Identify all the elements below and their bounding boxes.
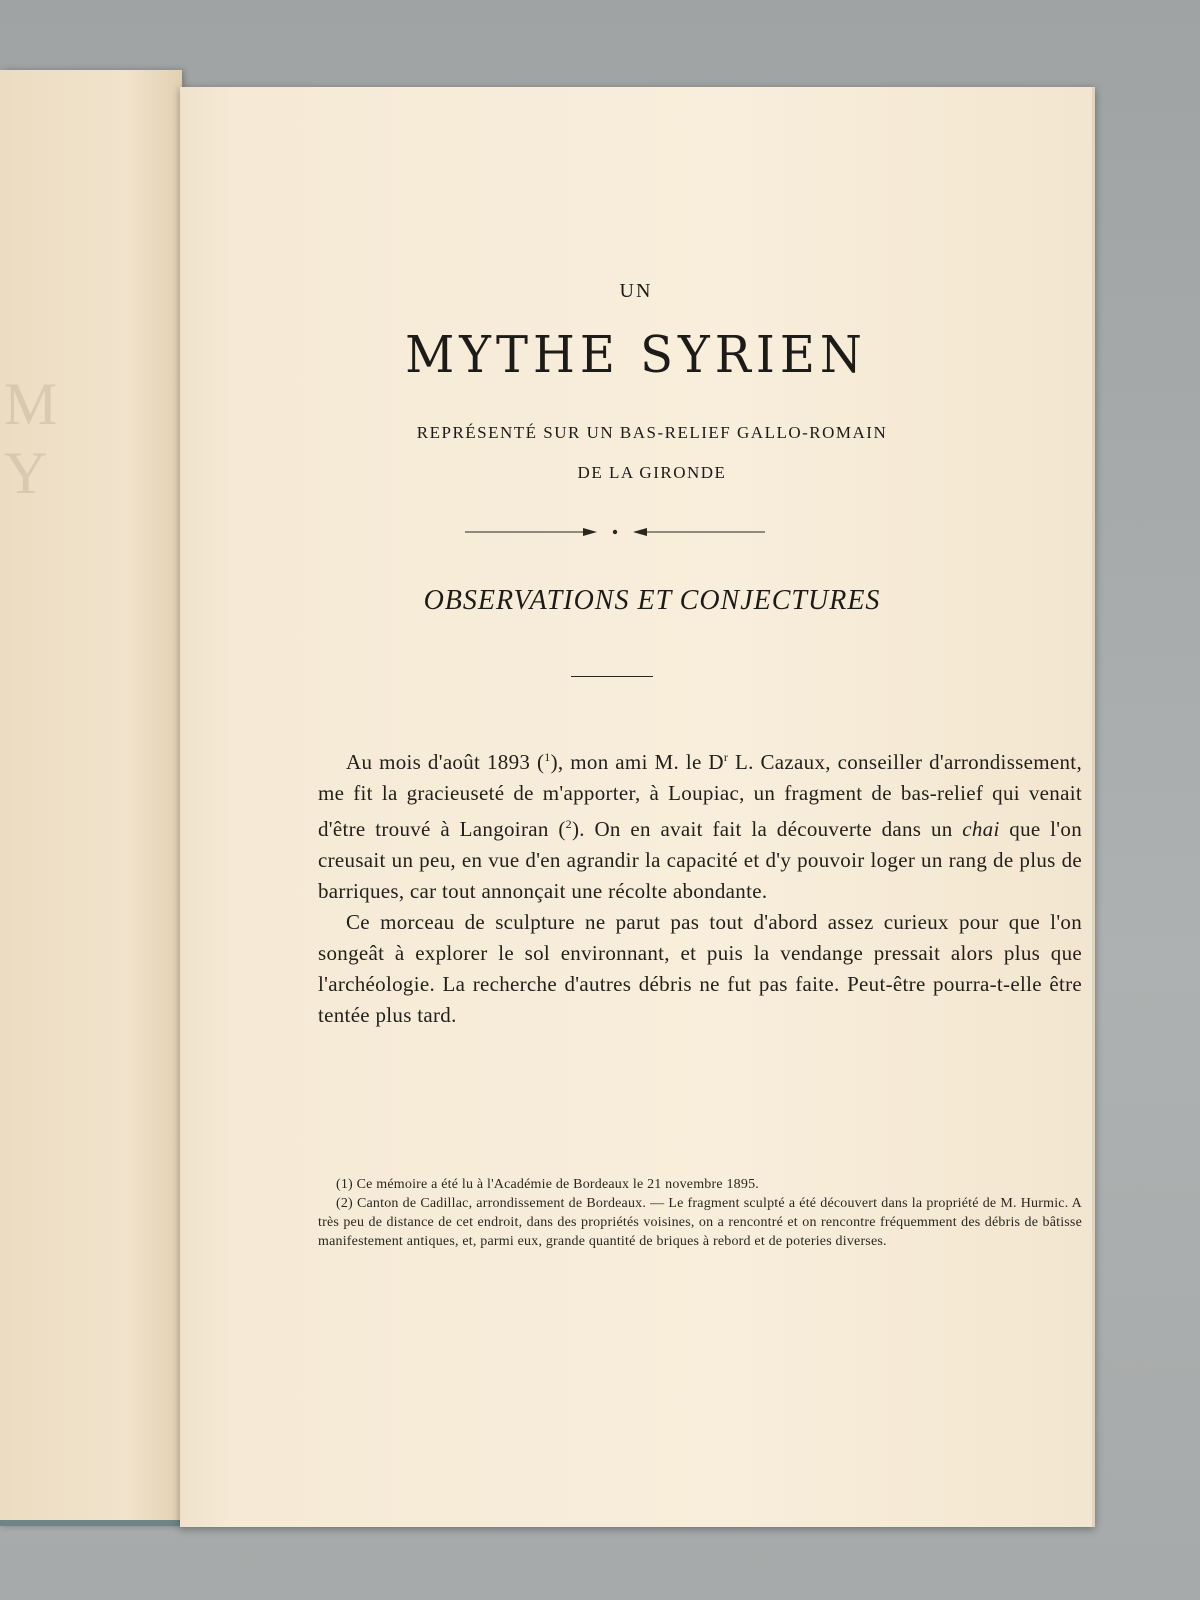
body-text <box>318 742 1082 1031</box>
left-page-bleed-through: M Y <box>4 371 64 506</box>
text-run: que l'on creusait un peu, en vue d'en agrandir la capacité et d'y pouvoir loger un rang de plus de barriques, car tout annonçait une récolte abondante. <box>318 817 1082 903</box>
italic-word: chai <box>962 817 1000 841</box>
text-run: Au mois d'août 1893 ( <box>346 750 545 774</box>
paragraph-1 <box>318 742 1082 907</box>
footnote-text-1: Ce mémoire a été lu à l'Académie de Bordeaux le 21 novembre 1895. <box>352 1177 759 1192</box>
left-page <box>0 70 182 1526</box>
pre-title: UN <box>619 280 653 302</box>
footnote-mark-2: (2) <box>336 1196 353 1211</box>
paragraph-2: Ce morceau de sculpture ne parut pas tout d'abord assez curieux pour que l'on songeât à explorer le sol environnant, et puis la vendange pressait alors plus que l'archéologie. La recherche d'autres débris ne fut pas faite. Peut-être pourra-t-elle être tentée plus tard. <box>318 910 1082 1027</box>
footnote-2 <box>318 1194 1082 1251</box>
text-run: L. Cazaux, conseiller d'arrondissement, me fit la gracieuseté de m'apporter, à Loupiac, un fragment de bas-relief qui venait d'être trouvé à Langoiran ( <box>318 750 1082 841</box>
footnote-ref-1: 1 <box>544 750 551 764</box>
subtitle-line-1: REPRÉSENTÉ SUR UN BAS-RELIEF GALLO-ROMAIN <box>416 423 888 442</box>
footnote-1 <box>318 1175 1082 1194</box>
superscript: r <box>723 750 729 764</box>
section-rule <box>571 676 653 677</box>
page-title: MYTHE SYRIEN <box>405 325 867 385</box>
footnote-mark-1: (1) <box>336 1177 353 1192</box>
right-page <box>180 87 1095 1527</box>
text-run: ). On en avait fait la découverte dans un <box>571 817 963 841</box>
subtitle-line-2: DE LA GIRONDE <box>577 463 727 482</box>
footnotes <box>318 1175 1082 1251</box>
section-title: OBSERVATIONS ET CONJECTURES <box>423 585 881 616</box>
footnote-text-2: Canton de Cadillac, arrondissement de Bordeaux. — Le fragment sculpté a été découvert dans la propriété de M. Hurmic. A très peu de distance de cet endroit, dans des propriétés voisines, on a rencontré et on rencontre fréquemment des débris de bâtisse manifestement antiques, et, parmi eux, grande quantité de briques à rebord et de poteries diverses. <box>318 1196 1082 1249</box>
ornament-divider <box>465 525 765 539</box>
text-run: ), mon ami M. le D <box>550 750 724 774</box>
footnote-ref-2: 2 <box>565 817 572 831</box>
